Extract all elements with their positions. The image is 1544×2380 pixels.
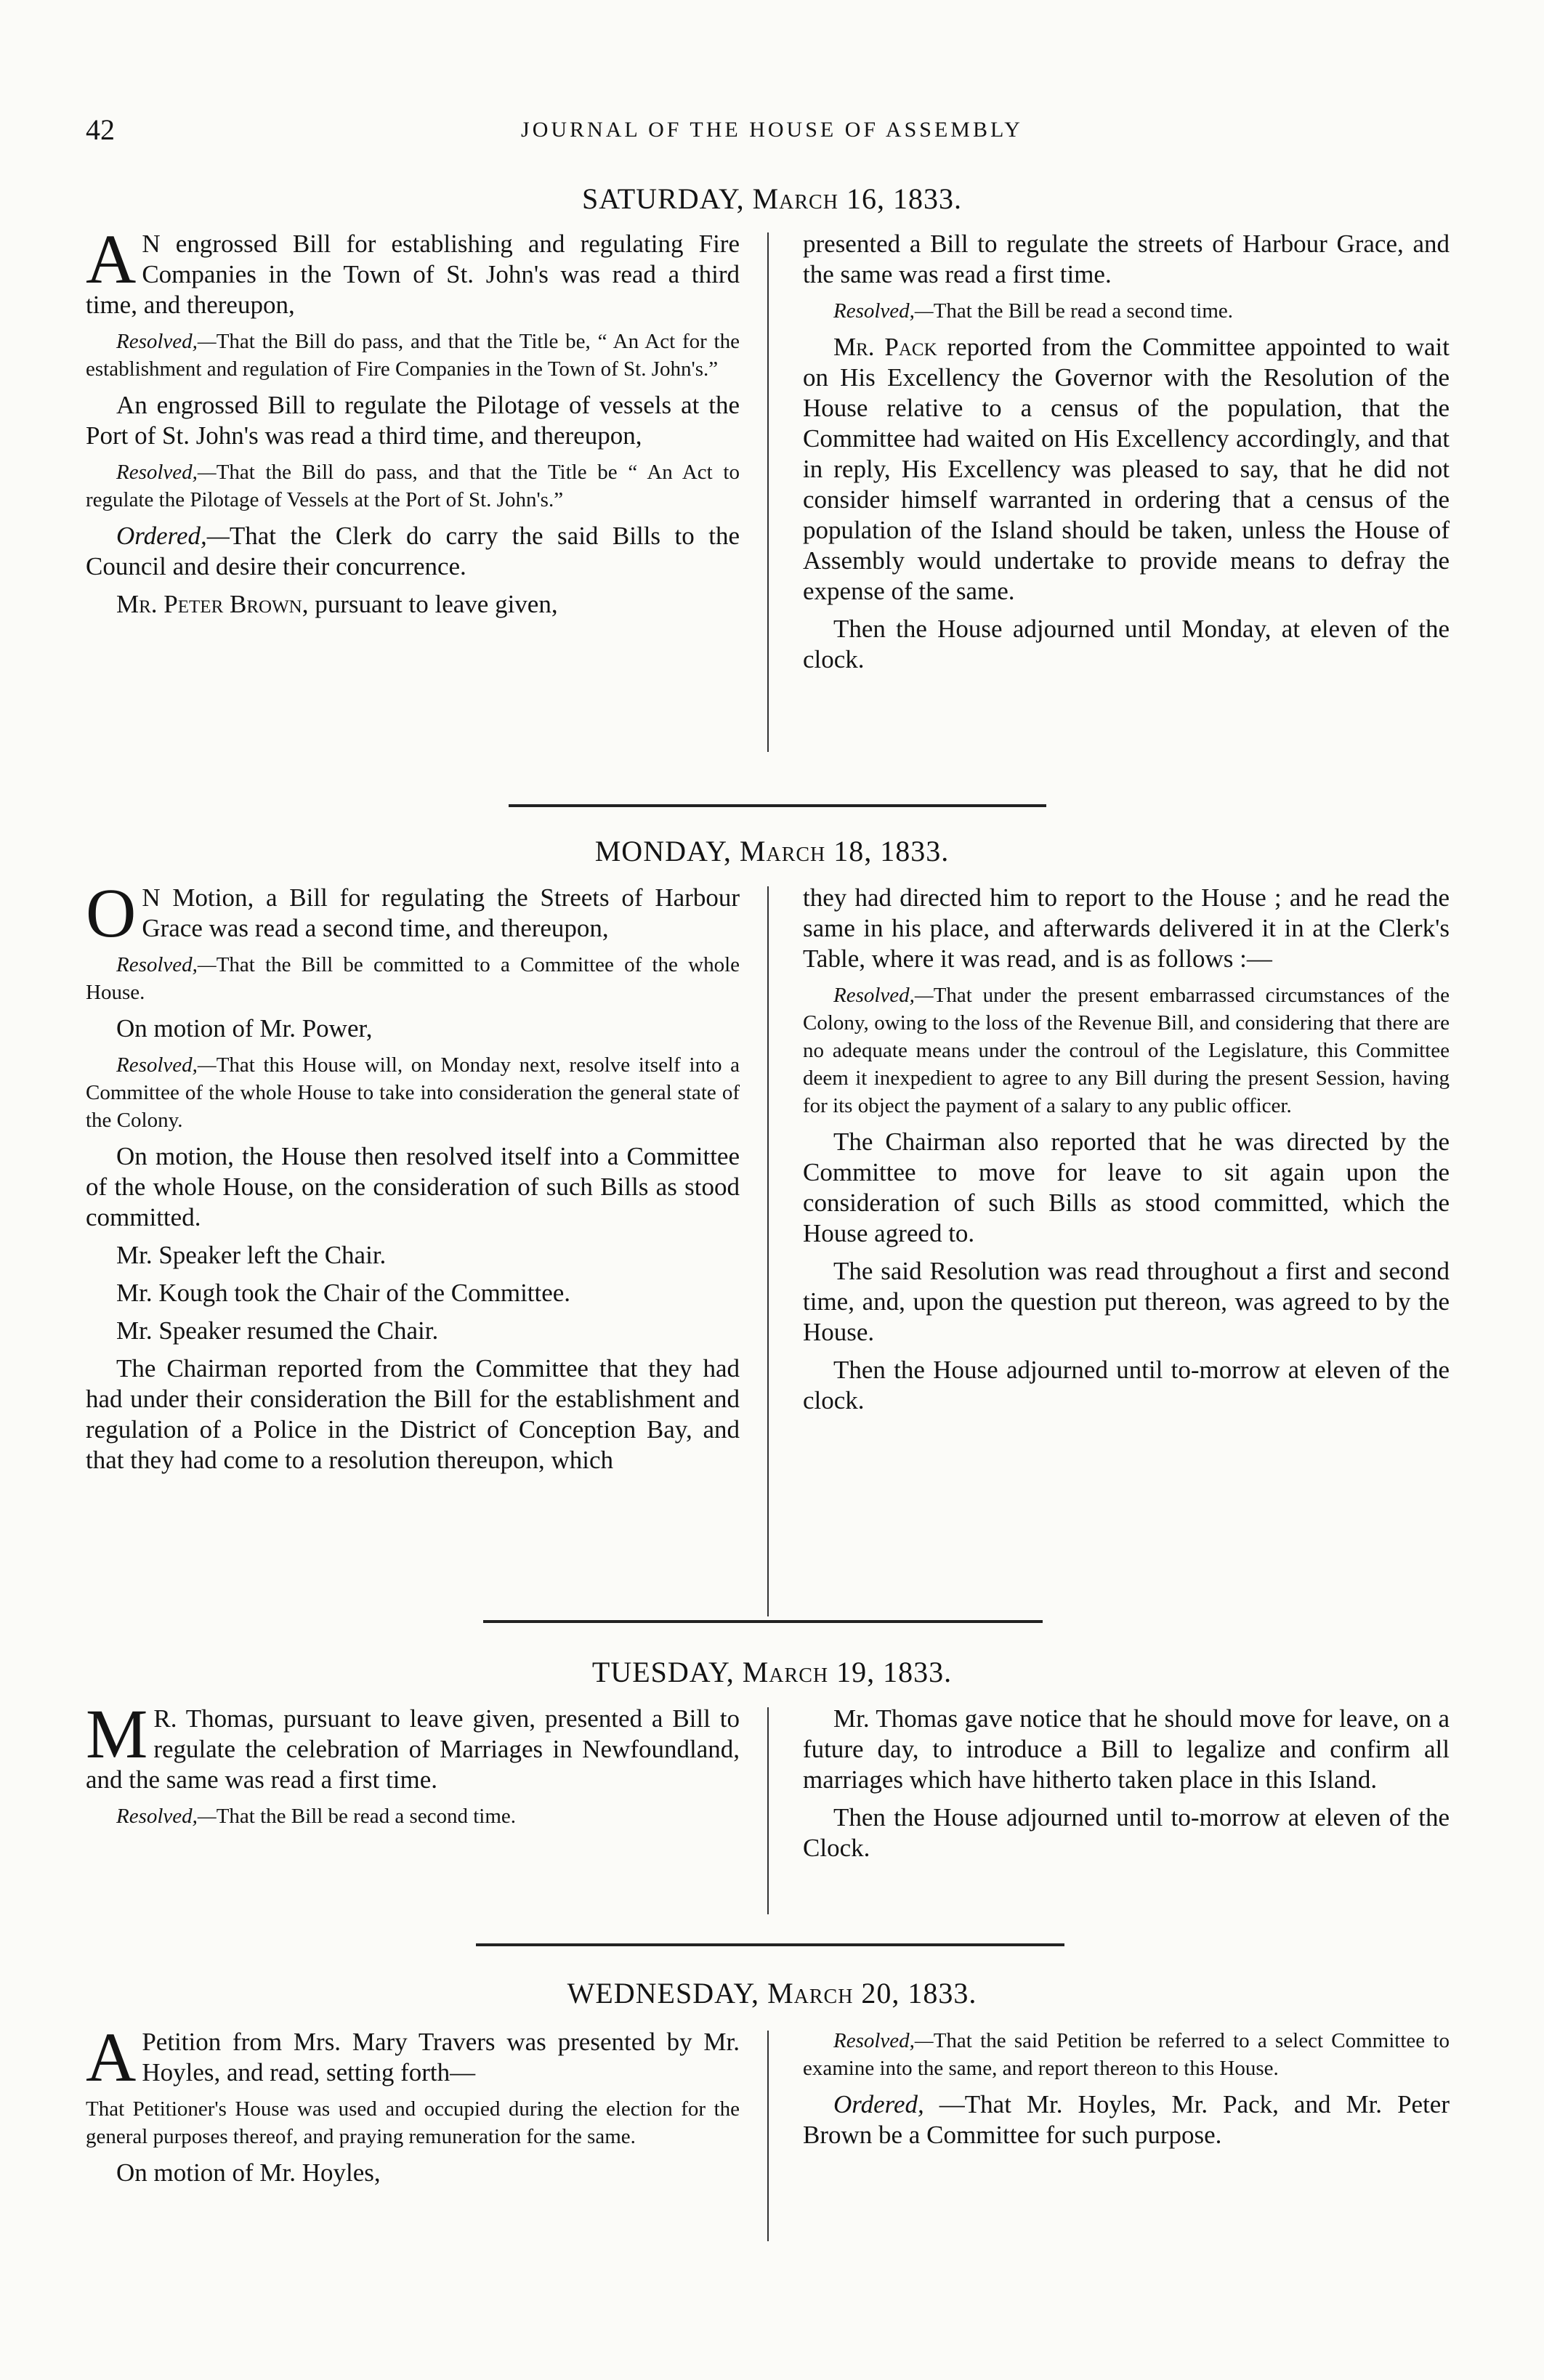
paragraph: Resolved,—That the Bill be read a second time.: [833, 299, 1234, 323]
paragraph: An engrossed Bill to regulate the Pilotage of vessels at the Port of St. John's was read a third time, and thereupon,: [86, 391, 740, 450]
day-heading-wednesday: WEDNESDAY, March 20, 1833.: [567, 1977, 977, 2009]
paragraph: Resolved,—That the Bill be read a second time.: [116, 1805, 517, 1828]
paragraph: On motion of Mr. Hoyles,: [116, 2158, 381, 2187]
paragraph: presented a Bill to regulate the streets of Harbour Grace, and the same was read a first time.: [803, 230, 1450, 288]
page-number: 42: [86, 113, 115, 146]
paragraph: Mr. Speaker left the Chair.: [116, 1241, 387, 1269]
paragraph: Then the House adjourned until to-morrow at eleven of the clock.: [803, 1356, 1450, 1414]
day-heading-saturday: SATURDAY, March 16, 1833.: [582, 182, 962, 215]
paragraph: A N engrossed Bill for establishing and regulating Fire Companies in the Town of St. John's was read a third time, and thereupon,: [86, 220, 740, 319]
section-rule: [483, 1620, 1043, 1623]
paragraph: Resolved,—That the Bill do pass, and that the Title be “ An Act to regulate the Pilotage of Vessels at the Port of St. John's.”: [86, 461, 740, 511]
paragraph: That Petitioner's House was used and occupied during the election for the general purposes thereof, and praying remuneration for the same.: [86, 2097, 740, 2148]
tuesday-left-column: [86, 1695, 740, 1837]
paragraph: Mr. Kough took the Chair of the Committee.: [116, 1279, 571, 1307]
monday-right-column: [803, 883, 1450, 1423]
paragraph: Mr. Peter Brown, pursuant to leave given,: [116, 590, 558, 618]
paragraph: Resolved,—That under the present embarrassed circumstances of the Colony, owing to the loss of the Revenue Bill, and considering that there are no adequate means under the controul of the Legislature, this Committee deem it inexpedient to agree to any Bill during the present Session, having for its object the payment of a salary to any public officer.: [803, 984, 1450, 1117]
paragraph: The said Resolution was read throughout a first and second time, and, upon the question put thereon, was agreed to by the House.: [803, 1257, 1450, 1346]
paragraph: Then the House adjourned until to-morrow at eleven of the Clock.: [803, 1803, 1450, 1862]
wednesday-left-column: [86, 2018, 740, 2195]
monday-left-column: [86, 874, 740, 1483]
paragraph: Then the House adjourned until Monday, at eleven of the clock.: [803, 615, 1450, 673]
section-rule: [476, 1943, 1064, 1946]
paragraph: Resolved,—That this House will, on Monday next, resolve itself into a Committee of the whole House to take into consideration the general state of the Colony.: [86, 1053, 740, 1132]
column-divider: [767, 1707, 769, 1914]
tuesday-right-column: [803, 1704, 1450, 1871]
paragraph: O N Motion, a Bill for regulating the Streets of Harbour Grace was read a second time, and thereupon,: [86, 874, 740, 952]
saturday-left-column: [86, 220, 740, 627]
paragraph: On motion, the House then resolved itself into a Committee of the whole House, on the consideration of such Bills as stood committed.: [86, 1142, 740, 1231]
section-rule: [509, 804, 1046, 807]
paragraph: The Chairman reported from the Committee that they had had under their consideration the Bill for the establishment and regulation of a Police in the District of Conception Bay, and that they had come to a resolution thereupon, which: [86, 1354, 740, 1474]
paragraph: Ordered,—That the Clerk do carry the said Bills to the Council and desire their concurrence.: [86, 522, 740, 580]
column-divider: [767, 2031, 769, 2241]
paragraph: Mr. Speaker resumed the Chair.: [116, 1316, 439, 1345]
saturday-right-column: [803, 229, 1450, 682]
running-head: JOURNAL OF THE HOUSE OF ASSEMBLY: [521, 118, 1023, 142]
paragraph: Resolved,—That the said Petition be referred to a select Committee to examine into the same, and report thereon to this House.: [803, 2029, 1450, 2080]
paragraph: A Petition from Mrs. Mary Travers was presented by Mr. Hoyles, and read, setting forth—: [86, 2018, 740, 2096]
paragraph: they had directed him to report to the House ; and he read the same in his place, and afterwards delivered it in at the Clerk's Table, where it was read, and is as follows :—: [803, 883, 1450, 973]
paragraph: Mr. Pack reported from the Committee appointed to wait on His Excellency the Governor with the Resolution of the House relative to a census of the population, that the Committee had waited on His Excellency accordingly, and that in reply, His Excellency was pleased to say, that he did not consider himself warranted in ordering that a census of the population of the Island should be taken, unless the House of Assembly would undertake to provide means to defray the expense of the same.: [803, 333, 1450, 605]
day-heading-tuesday: TUESDAY, March 19, 1833.: [591, 1656, 953, 1688]
paragraph: Mr. Thomas gave notice that he should move for leave, on a future day, to introduce a Bill to legalize and confirm all marriages which have hitherto taken place in this Island.: [803, 1704, 1450, 1794]
paragraph: The Chairman also reported that he was directed by the Committee to move for leave to sit again upon the consideration of such Bills as stood committed, which the House agreed to.: [803, 1128, 1450, 1247]
paragraph: Resolved,—That the Bill do pass, and that the Title be, “ An Act for the establishment and regulation of Fire Companies in the Town of St. John's.”: [86, 330, 740, 381]
column-divider: [767, 886, 769, 1616]
paragraph: Resolved,—That the Bill be committed to a Committee of the whole House.: [86, 953, 740, 1004]
day-heading-monday: MONDAY, March 18, 1833.: [594, 835, 950, 867]
wednesday-right-column: [803, 2027, 1450, 2158]
paragraph: M R. Thomas, pursuant to leave given, presented a Bill to regulate the celebration of Marriages in Newfoundland, and the same was read a first time.: [86, 1695, 740, 1794]
paragraph: On motion of Mr. Power,: [116, 1014, 373, 1043]
column-divider: [767, 232, 769, 752]
paragraph: Ordered, —That Mr. Hoyles, Mr. Pack, and Mr. Peter Brown be a Committee for such purpose.: [803, 2090, 1450, 2149]
